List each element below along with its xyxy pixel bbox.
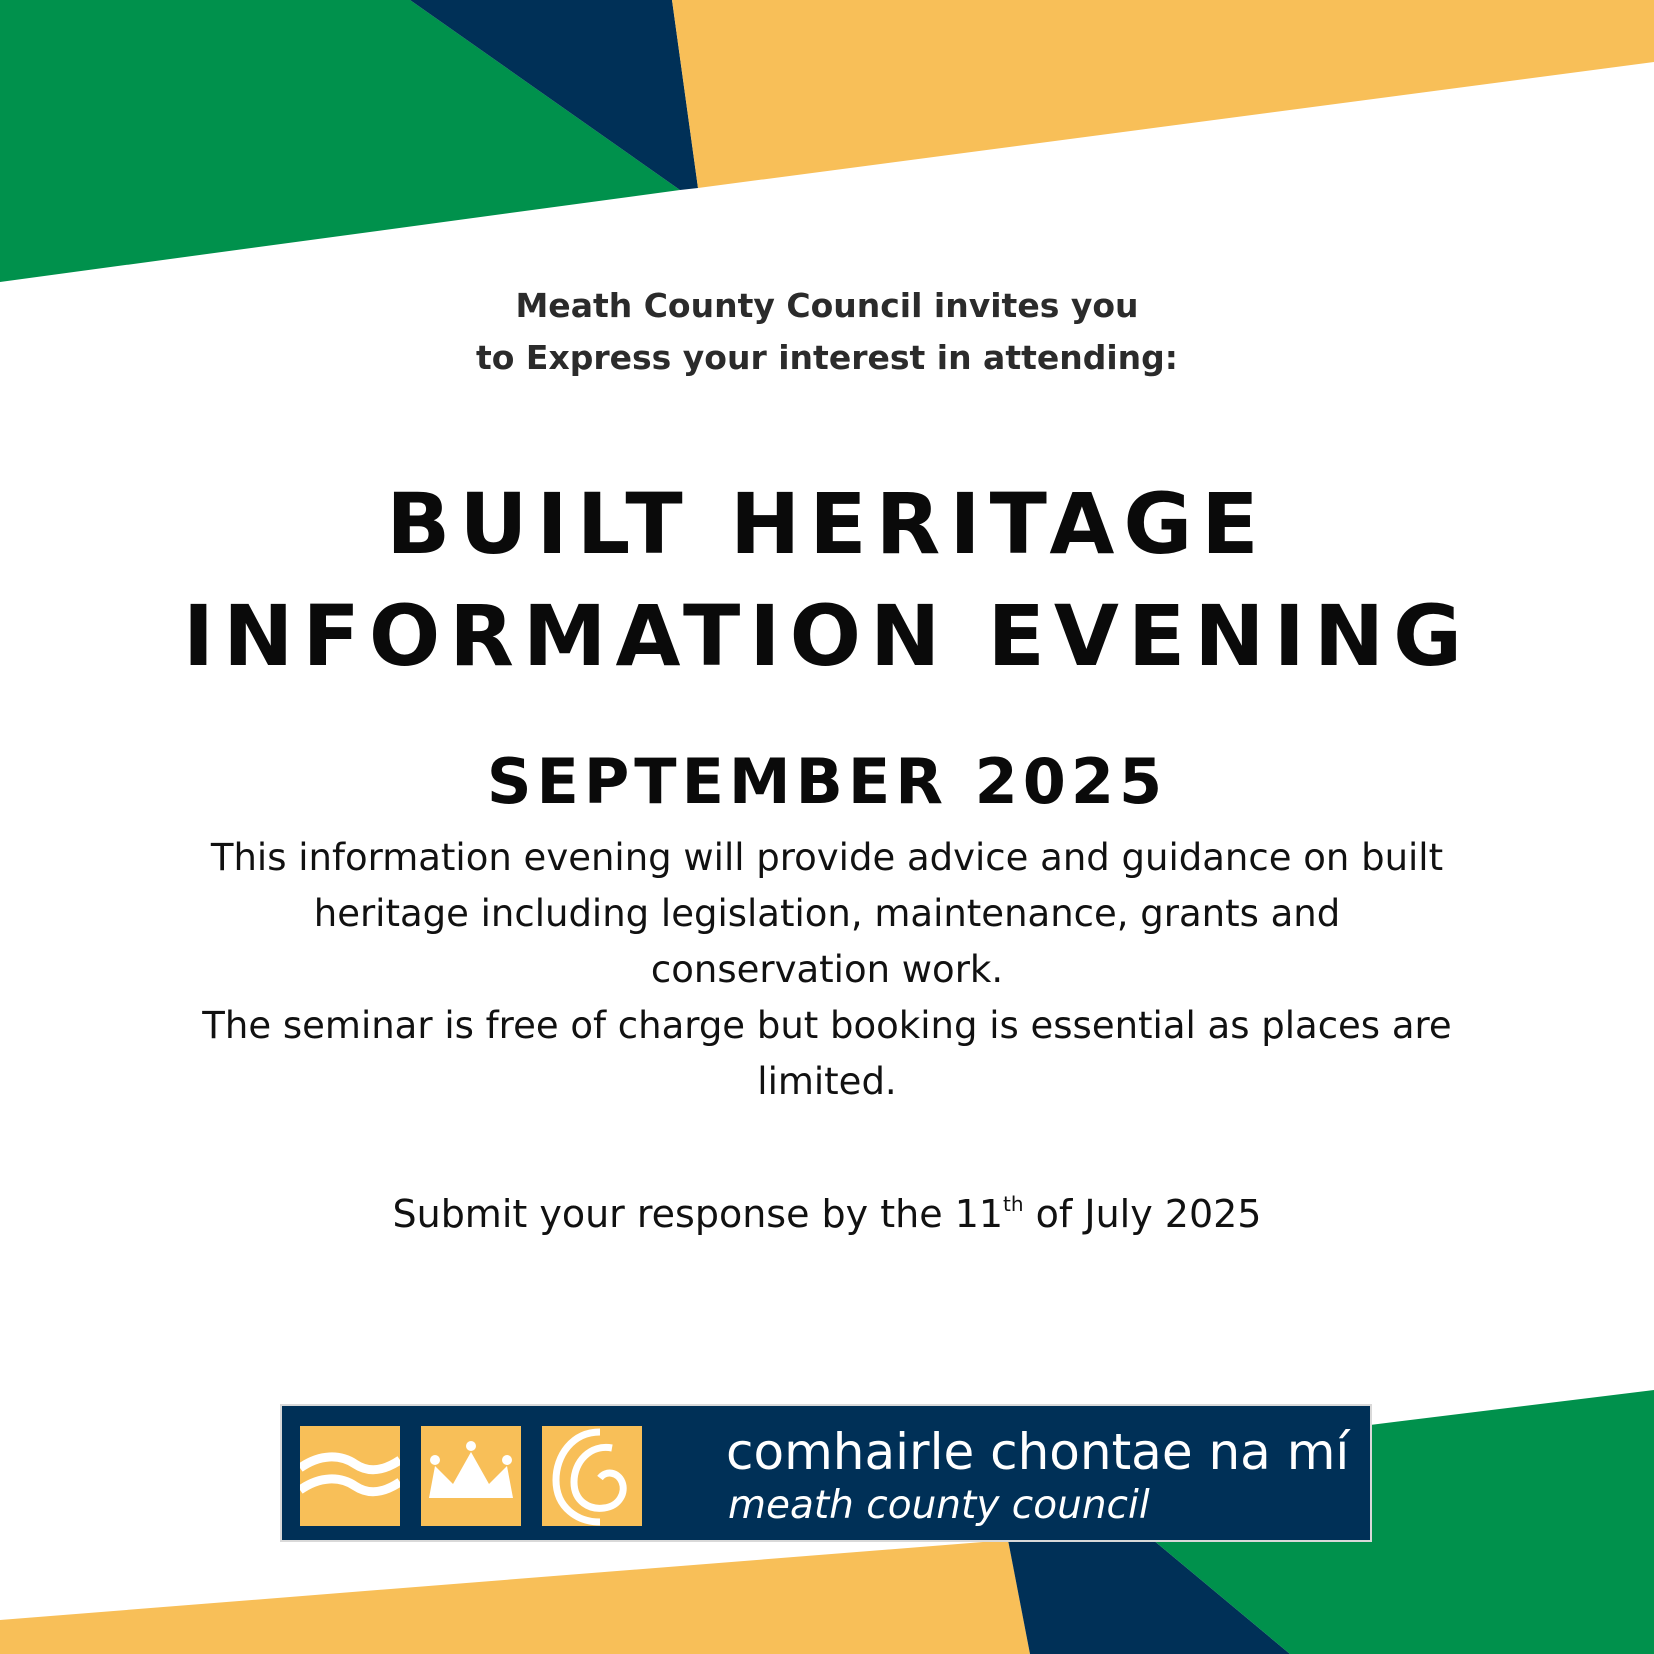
waves-icon (300, 1426, 400, 1526)
intro-line-2: to Express your interest in attending: (475, 338, 1178, 377)
deadline-ordinal-suffix: th (1003, 1192, 1024, 1216)
event-title (0, 468, 1654, 692)
event-description (200, 830, 1454, 1110)
crown-icon (421, 1426, 521, 1526)
bottom-yellow-shape (0, 1540, 1030, 1654)
event-date: SEPTEMBER 2025 (486, 745, 1168, 818)
description-paragraph-2: The seminar is free of charge but booking is essential as places are limited. (202, 1004, 1452, 1103)
council-name-irish: comhairle chontae na mí (726, 1423, 1350, 1481)
title-line-2: INFORMATION EVENING (182, 587, 1472, 685)
description-paragraph-1: This information evening will provide advice and guidance on built heritage including legislation, maintenance, grants and conservation work. (210, 836, 1444, 991)
response-deadline (0, 1186, 1654, 1242)
intro-text (0, 280, 1654, 384)
deadline-text-after: of July 2025 (1023, 1192, 1262, 1236)
intro-line-1: Meath County Council invites you (515, 286, 1139, 325)
deadline-text-before: Submit your response by the 11 (392, 1192, 1004, 1236)
council-name-english: meath county council (728, 1483, 1150, 1528)
title-line-1: BUILT HERITAGE (386, 475, 1268, 573)
council-logo (280, 1404, 1372, 1542)
spiral-icon (542, 1426, 642, 1526)
top-yellow-shape (672, 0, 1654, 188)
